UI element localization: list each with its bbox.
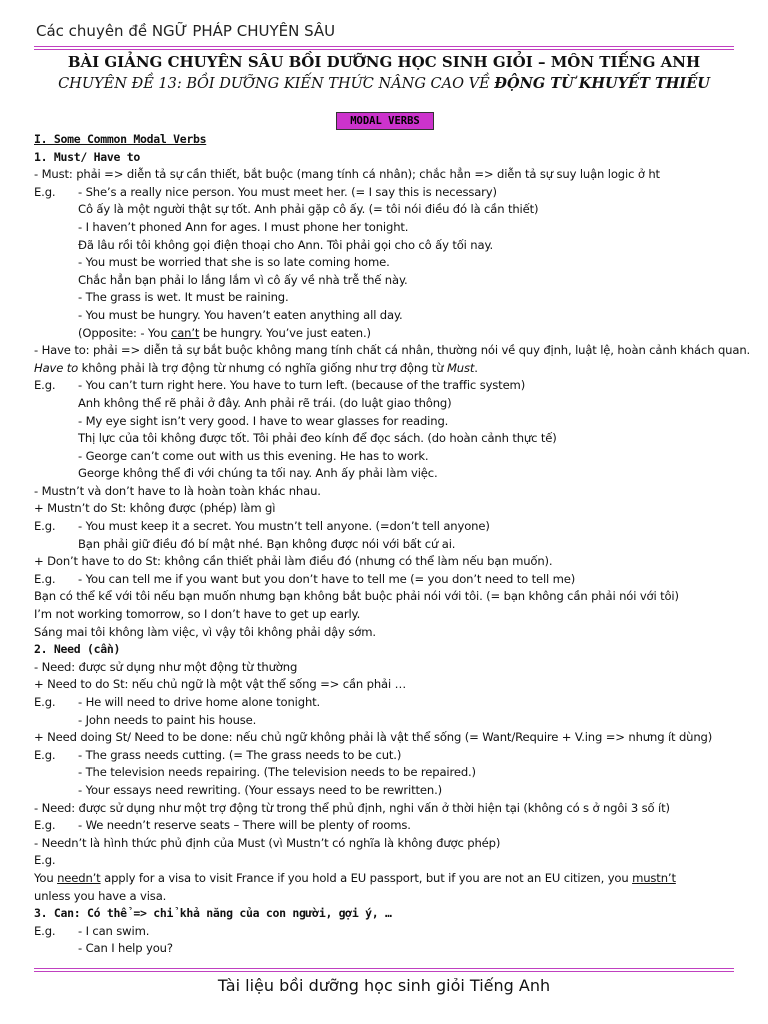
text-line xyxy=(34,448,740,466)
line-text: Bạn có thể kể với tôi nếu bạn muốn nhưng bạn không bắt buộc phải nói với tôi. (= bạn không cần phải nói với tôi) xyxy=(34,589,679,604)
example-label: E.g. xyxy=(34,378,56,393)
line-text: (Opposite: - You xyxy=(78,325,171,340)
text-line xyxy=(34,307,740,325)
topic-title-emphasis: ĐỘNG TỪ KHUYẾT THIẾU xyxy=(494,75,710,92)
footer-divider xyxy=(34,971,734,972)
line-text: Chắc hẳn bạn phải lo lắng lắm vì cô ấy về nhà trễ thế này. xyxy=(78,272,408,287)
underlined-term: mustn’t xyxy=(632,870,676,885)
line-text: - Must: phải => diễn tả sự cần thiết, bắt buộc (mang tính cá nhân); chắc hẳn => diễn tả sự suy luận logic ở ht xyxy=(34,167,660,182)
section-heading-text: 1. Must/ Have to xyxy=(34,149,140,164)
text-line xyxy=(34,835,740,853)
example-label: E.g. xyxy=(34,923,56,938)
italic-term: Have to xyxy=(34,360,79,375)
text-line xyxy=(34,676,740,694)
text-line xyxy=(34,395,740,413)
topic-title-prefix: CHUYÊN ĐỀ 13: BỒI DƯỠNG KIẾN THỨC NÂNG CAO VỀ xyxy=(58,76,495,92)
line-text: E.g. xyxy=(34,853,56,868)
line-text: - John needs to paint his house. xyxy=(78,712,257,727)
line-text: - You must be worried that she is so late coming home. xyxy=(78,255,390,270)
text-line xyxy=(34,500,740,518)
line-text: Thị lực của tôi không được tốt. Tôi phải đeo kính để đọc sách. (do hoàn cảnh thực tế) xyxy=(78,431,557,446)
line-text: - We needn’t reserve seats – There will be plenty of rooms. xyxy=(78,818,411,833)
example-label: E.g. xyxy=(34,519,56,534)
line-text: Anh không thể rẽ phải ở đây. Anh phải rẽ trái. (do luật giao thông) xyxy=(78,395,452,410)
text-line xyxy=(34,888,740,906)
line-text: + Don’t have to do St: không cần thiết phải làm điều đó (nhưng có thể làm nếu bạn muốn). xyxy=(34,554,553,569)
line-text: - The television needs repairing. (The television needs to be repaired.) xyxy=(78,765,476,780)
text-line xyxy=(34,870,740,888)
line-text: - The grass needs cutting. (= The grass needs to be cut.) xyxy=(78,747,402,762)
text-line xyxy=(34,694,740,712)
line-text: - Need: được sử dụng như một động từ thường xyxy=(34,659,298,674)
example-label: E.g. xyxy=(34,747,56,762)
line-text: be hungry. You’ve just eaten.) xyxy=(199,325,371,340)
line-text: - You must be hungry. You haven’t eaten anything all day. xyxy=(78,307,403,322)
line-text: - Have to: phải => diễn tả sự bắt buộc không mang tính chất cá nhân, thường nói về quy định, luật lệ, hoàn cảnh khách quan. xyxy=(34,343,751,358)
text-line xyxy=(34,606,740,624)
text-line xyxy=(34,747,740,765)
section-heading-text: 3. Can: Có thể => chỉ khả năng của con người, gợi ý, … xyxy=(34,906,392,921)
text-line xyxy=(34,712,740,730)
line-text: . xyxy=(474,360,478,375)
line-text: + Need to do St: nếu chủ ngữ là một vật thể sống => cần phải … xyxy=(34,677,407,692)
line-text: + Need doing St/ Need to be done: nếu chủ ngữ không phải là vật thể sống (= Want/Require + V.ing => nhưng ít dùng) xyxy=(34,730,713,745)
line-text: - She’s a really nice person. You must meet her. (= I say this is necessary) xyxy=(78,184,497,199)
text-line xyxy=(34,940,740,958)
text-line xyxy=(34,413,740,431)
line-text: - Needn’t là hình thức phủ định của Must (vì Mustn’t có nghĩa là không được phép) xyxy=(34,835,501,850)
line-text: Bạn phải giữ điều đó bí mật nhé. Bạn không được nói với bất cứ ai. xyxy=(78,536,456,551)
line-text: unless you have a visa. xyxy=(34,888,167,903)
text-line xyxy=(34,219,740,237)
text-line xyxy=(34,659,740,677)
line-text: - Can I help you? xyxy=(78,941,173,956)
text-line xyxy=(34,377,740,395)
line-text: Sáng mai tôi không làm việc, vì vậy tôi không phải dậy sớm. xyxy=(34,624,376,639)
header-divider xyxy=(34,49,734,50)
text-line xyxy=(34,800,740,818)
line-text: - You can’t turn right here. You have to turn left. (because of the traffic system) xyxy=(78,378,526,393)
line-text: - My eye sight isn’t very good. I have to wear glasses for reading. xyxy=(78,413,449,428)
text-line xyxy=(34,465,740,483)
line-text: + Mustn’t do St: không được (phép) làm gì xyxy=(34,501,276,516)
example-label: E.g. xyxy=(34,184,56,199)
line-text: You xyxy=(34,870,58,885)
document-body xyxy=(34,131,751,958)
text-line xyxy=(34,923,740,941)
text-line xyxy=(34,729,740,747)
text-line xyxy=(34,764,740,782)
page-footer: Tài liệu bồi dưỡng học sinh giỏi Tiếng Anh xyxy=(217,976,551,995)
text-line xyxy=(34,201,740,219)
line-text: không phải là trợ động từ nhưng có nghĩa giống như trợ động từ xyxy=(78,360,447,375)
example-label: E.g. xyxy=(34,695,56,709)
section-heading-text: I. Some Common Modal Verbs xyxy=(34,132,207,146)
text-line xyxy=(34,166,740,184)
text-line xyxy=(34,782,740,800)
example-label: E.g. xyxy=(34,818,56,833)
text-line xyxy=(34,342,751,360)
text-line xyxy=(34,272,740,290)
line-text: apply for a visa to visit France if you hold a EU passport, but if you are not an EU citizen, you xyxy=(100,870,633,885)
text-line xyxy=(34,553,740,571)
header-divider xyxy=(34,46,734,47)
section-badge: MODAL VERBS xyxy=(336,112,434,130)
text-line xyxy=(34,518,740,536)
text-line xyxy=(34,817,740,835)
line-text: Cô ấy là một người thật sự tốt. Anh phải gặp cô ấy. (= tôi nói điều đó là cần thiết) xyxy=(78,202,539,217)
line-text: - I haven’t phoned Ann for ages. I must phone her tonight. xyxy=(78,219,409,234)
lesson-title: BÀI GIẢNG CHUYÊN SÂU BỒI DƯỠNG HỌC SINH GIỎI – MÔN TIẾNG ANH xyxy=(67,53,701,71)
italic-term: Must xyxy=(446,360,475,375)
line-text: - You can tell me if you want but you don’t have to tell me (= you don’t need to tell me) xyxy=(78,571,576,586)
text-line xyxy=(34,289,740,307)
text-line xyxy=(34,360,740,378)
line-text: - Need: được sử dụng như một trợ động từ trong thể phủ định, nghi vấn ở thời hiện tại (không có s ở ngôi 3 số ít) xyxy=(34,800,670,815)
text-line xyxy=(34,254,740,272)
section-heading xyxy=(34,131,740,149)
line-text: - I can swim. xyxy=(78,923,150,938)
line-text: - Mustn’t và don’t have to là hoàn toàn khác nhau. xyxy=(34,483,321,498)
line-text: - George can’t come out with us this evening. He has to work. xyxy=(78,448,429,463)
line-text: - Your essays need rewriting. (Your essays need to be rewritten.) xyxy=(78,782,442,797)
section-heading xyxy=(34,905,740,923)
footer-divider xyxy=(34,968,734,969)
line-text: - He will need to drive home alone tonight. xyxy=(78,695,321,709)
text-line xyxy=(34,588,740,606)
line-text: George không thể đi với chúng ta tối nay. Anh ấy phải làm việc. xyxy=(78,466,438,481)
text-line xyxy=(34,624,740,642)
line-text: I’m not working tomorrow, so I don’t have to get up early. xyxy=(34,607,361,622)
line-text: Đã lâu rồi tôi không gọi điện thoại cho Ann. Tôi phải gọi cho cô ấy tối nay. xyxy=(78,237,494,252)
underlined-term: needn’t xyxy=(57,870,101,885)
section-heading xyxy=(34,149,740,167)
text-line xyxy=(34,430,740,448)
underlined-term: can’t xyxy=(170,325,200,340)
line-text: - You must keep it a secret. You mustn’t tell anyone. (=don’t tell anyone) xyxy=(78,519,490,534)
text-line xyxy=(34,536,740,554)
text-line xyxy=(34,237,740,255)
text-line xyxy=(34,483,740,501)
section-heading xyxy=(34,641,740,659)
text-line xyxy=(34,325,740,343)
text-line xyxy=(34,571,740,589)
text-line xyxy=(34,852,740,870)
line-text: - The grass is wet. It must be raining. xyxy=(78,290,289,305)
page-header: Các chuyên đề NGỮ PHÁP CHUYÊN SÂU xyxy=(36,22,336,40)
example-label: E.g. xyxy=(34,571,56,586)
section-heading-text: 2. Need (cần) xyxy=(34,642,121,657)
text-line xyxy=(34,184,740,202)
topic-title xyxy=(0,75,768,92)
